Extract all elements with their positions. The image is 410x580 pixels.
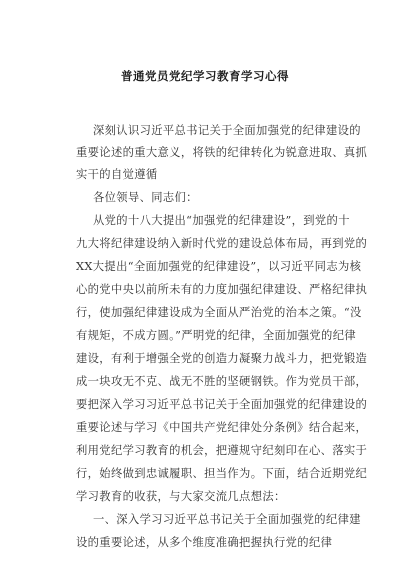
body-line: 重要论述与学习《中国共产党纪律处分条例》结合起来， (76, 421, 368, 434)
body-line: 九大将纪律建设纳入新时代党的建设总体布局，再到党的 (76, 237, 368, 250)
body-line: 行，始终做到忠诚履职、担当作为。下面，结合近期党纪 (76, 467, 368, 480)
document-title: 普通党员党纪学习教育学习心得 (121, 69, 289, 83)
body-line: 心的党中央以前所未有的力度加强纪律建设、严格纪律执 (76, 283, 368, 296)
body-line: XX大提出“全面加强党的纪律建设”，以习近平同志为核 (76, 260, 362, 273)
body-line: 从党的十八大提出“加强党的纪律建设”，到党的十 (93, 214, 350, 227)
intro-line: 重要论述的重大意义，将铁的纪律转化为锐意进取、真抓 (76, 146, 368, 159)
body-line: 利用党纪学习教育的机会，把遵规守纪刻印在心、落实于 (76, 444, 368, 457)
body-line: 学习教育的收获，与大家交流几点想法： (76, 490, 286, 503)
section-heading-line: 一、深入学习习近平总书记关于全面加强党的纪律建 (93, 513, 361, 526)
section-heading-line: 设的重要论述，从多个维度准确把握执行党的纪律 (76, 536, 333, 549)
body-line: 行，使加强纪律建设成为全面从严治党的治本之策。“没 (76, 306, 362, 319)
body-line: 成一块攻无不克、战无不胜的坚硬钢铁。作为党员干部， (76, 375, 368, 388)
body-line: 有规矩，不成方圆。”严明党的纪律，全面加强党的纪律 (76, 329, 357, 342)
body-line: 建设，有利于增强全党的创造力凝聚力战斗力，把党锻造 (76, 352, 368, 365)
body-line: 要把深入学习习近平总书记关于全面加强党的纪律建设的 (76, 398, 368, 411)
intro-line: 实干的自觉遵循 (76, 168, 158, 181)
intro-line: 深刻认识习近平总书记关于全面加强党的纪律建设的 (93, 124, 361, 137)
salutation: 各位领导、同志们： (93, 191, 198, 204)
